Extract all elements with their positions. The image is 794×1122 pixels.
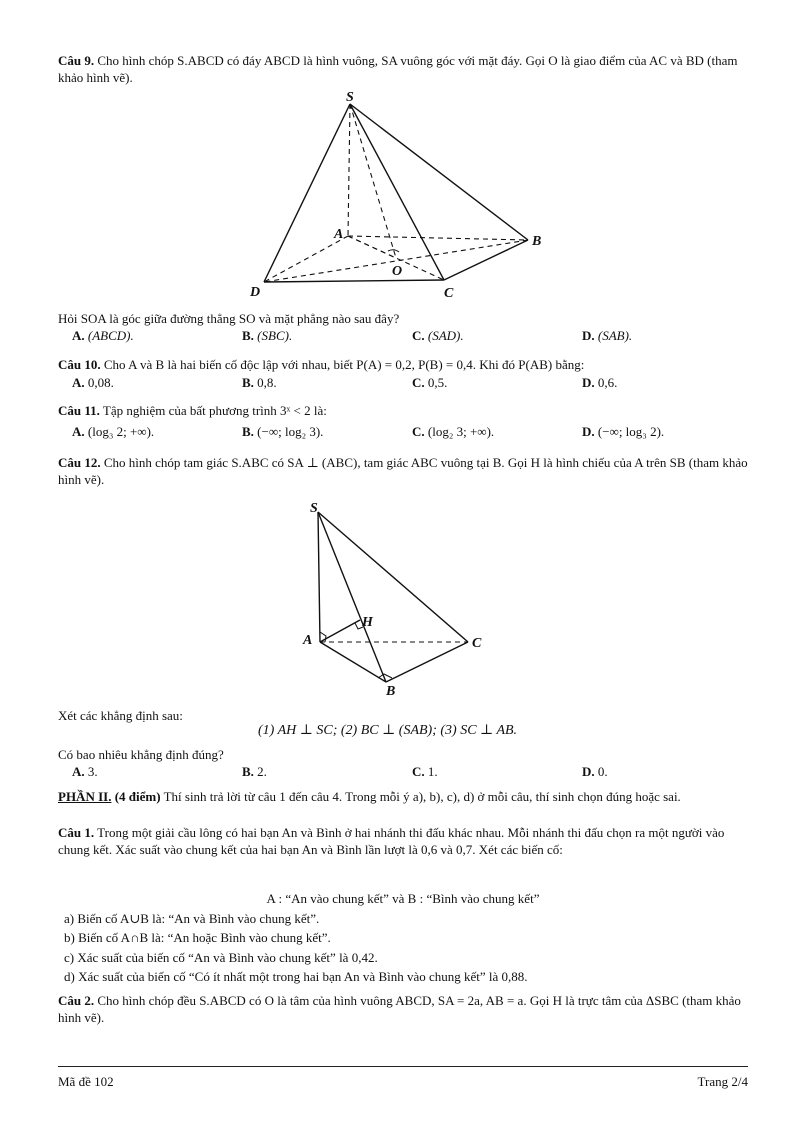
q11-options <box>58 424 748 442</box>
q12-stem <box>58 454 748 488</box>
q12-text: Cho hình chóp tam giác S.ABC có SA ⊥ (ABC), tam giác ABC vuông tại B. Gọi H là hình chiếu của A trên SB (tham khảo hình vẽ). <box>58 455 748 487</box>
q12-options <box>58 764 748 782</box>
edge-sa12 <box>318 512 320 642</box>
label-a12: A <box>303 633 313 648</box>
p2q1-stem <box>58 824 748 858</box>
part2-text: Thí sinh trả lời từ câu 1 đến câu 4. Trong mỗi ý a), b), c), d) ở mỗi câu, thí sinh chọn đúng hoặc sai. <box>160 789 681 804</box>
q12-question: Có bao nhiêu khẳng định đúng? <box>58 747 224 762</box>
edge-sc <box>350 104 444 280</box>
label-d: D <box>250 285 261 300</box>
p2q1-item-c: c) Xác suất của biến cố “An và Bình vào chung kết” là 0,42. <box>64 950 378 965</box>
q10-text: Cho A và B là hai biến cố độc lập với nhau, biết P(A) = 0,2, P(B) = 0,4. Khi đó P(AB) bằng: <box>100 357 585 372</box>
edge-bc12 <box>386 642 468 682</box>
q12-option-a[interactable]: A. 3. <box>72 764 98 779</box>
q12-label: Câu 12. <box>58 455 101 470</box>
p2q1-item-b: b) Biến cố A∩B là: “An hoặc Bình vào chung kết”. <box>64 930 331 945</box>
p2q1-events: A : “An vào chung kết” và B : “Bình vào chung kết” <box>266 891 540 906</box>
label-c12: C <box>472 636 482 651</box>
edge-ab12 <box>320 642 386 682</box>
q10-option-b[interactable]: B. 0,8. <box>242 375 277 390</box>
right-angle-b <box>378 674 392 678</box>
exam-page <box>58 0 748 1122</box>
q10-stem <box>58 356 748 373</box>
q9-option-a[interactable]: A. (ABCD). <box>72 328 134 343</box>
edge-sb <box>350 104 528 240</box>
q9-figure <box>248 88 548 303</box>
q10-option-a[interactable]: A. 0,08. <box>72 375 114 390</box>
q11-option-a[interactable]: A. (log₃ 2; +∞). <box>72 424 155 439</box>
label-a: A <box>334 227 344 242</box>
q12-option-d[interactable]: D. 0. <box>582 764 608 779</box>
q10-option-d[interactable]: D. 0,6. <box>582 375 618 390</box>
edge-sd <box>264 104 350 282</box>
q9-option-c[interactable]: C. (SAD). <box>412 328 464 343</box>
p2q2-stem <box>58 992 748 1026</box>
q9-stem <box>58 52 748 86</box>
p2q2-label: Câu 2. <box>58 993 95 1008</box>
q12-consider: Xét các khẳng định sau: <box>58 708 183 723</box>
q11-option-d[interactable]: D. (−∞; log₃ 2). <box>582 424 665 439</box>
q9-options <box>58 328 748 346</box>
q11-label: Câu 11. <box>58 403 100 418</box>
q9-option-b[interactable]: B. (SBC). <box>242 328 293 343</box>
q11-option-c[interactable]: C. (log₂ 3; +∞). <box>412 424 495 439</box>
label-h12: H <box>362 615 373 630</box>
seg-so <box>350 104 396 258</box>
part2-title: PHẦN II. <box>58 789 112 804</box>
page-number: Trang 2/4 <box>697 1074 748 1089</box>
p2q1-label: Câu 1. <box>58 825 95 840</box>
q9-option-d[interactable]: D. (SAB). <box>582 328 633 343</box>
p2q2-text: Cho hình chóp đều S.ABCD có O là tâm của hình vuông ABCD, SA = 2a, AB = a. Gọi H là trực tâm của ΔSBC (tham khảo hình vẽ). <box>58 993 741 1025</box>
label-c: C <box>444 286 454 301</box>
q11-text: Tập nghiệm của bất phương trình 3ˣ < 2 là: <box>99 403 327 418</box>
footer-rule <box>58 1066 748 1067</box>
label-b: B <box>532 234 542 249</box>
q10-options <box>58 375 748 393</box>
q12-option-b[interactable]: B. 2. <box>242 764 267 779</box>
q12-option-c[interactable]: C. 1. <box>412 764 438 779</box>
p2q1-text: Trong một giải cầu lông có hai bạn An và Bình ở hai nhánh thi đấu khác nhau. Mỗi nhánh thi đấu chọn ra một người vào chung kết. Xác suất vào chung kết của hai bạn An và Bình lần lượt là 0,6 và 0,7. Xét các biến cố: <box>58 825 725 857</box>
edge-sa <box>348 104 350 236</box>
edge-ab <box>348 236 528 240</box>
edge-dc <box>264 280 444 282</box>
part2-points: (4 điểm) <box>111 789 161 804</box>
q11-option-b[interactable]: B. (−∞; log₂ 3). <box>242 424 324 439</box>
q10-option-c[interactable]: C. 0,5. <box>412 375 448 390</box>
label-o: O <box>392 264 403 279</box>
exam-code: Mã đề 102 <box>58 1074 114 1089</box>
q10-label: Câu 10. <box>58 357 101 372</box>
seg-ao <box>348 236 396 258</box>
edge-ad <box>264 236 348 282</box>
q9-question: Hỏi SOA là góc giữa đường thẳng SO và mặt phẳng nào sau đây? <box>58 311 400 326</box>
part2-header <box>58 788 748 805</box>
q12-statements: (1) AH ⊥ SC; (2) BC ⊥ (SAB); (3) SC ⊥ AB. <box>258 723 518 738</box>
edge-sb12 <box>318 512 386 682</box>
q9-text: Cho hình chóp S.ABCD có đáy ABCD là hình vuông, SA vuông góc với mặt đáy. Gọi O là giao điểm của AC và BD (tham khảo hình vẽ). <box>58 53 738 85</box>
q11-stem <box>58 402 748 419</box>
label-s12: S <box>310 501 318 516</box>
edge-cb <box>444 240 528 280</box>
edge-sc12 <box>318 512 468 642</box>
label-s: S <box>346 90 354 105</box>
q12-figure <box>298 498 498 702</box>
q9-label: Câu 9. <box>58 53 95 68</box>
p2q1-item-d: d) Xác suất của biến cố “Có ít nhất một trong hai bạn An và Bình vào chung kết” là 0,88. <box>64 969 528 984</box>
p2q1-item-a: a) Biến cố A∪B là: “An và Bình vào chung kết”. <box>64 911 320 926</box>
label-b12: B <box>386 684 396 699</box>
